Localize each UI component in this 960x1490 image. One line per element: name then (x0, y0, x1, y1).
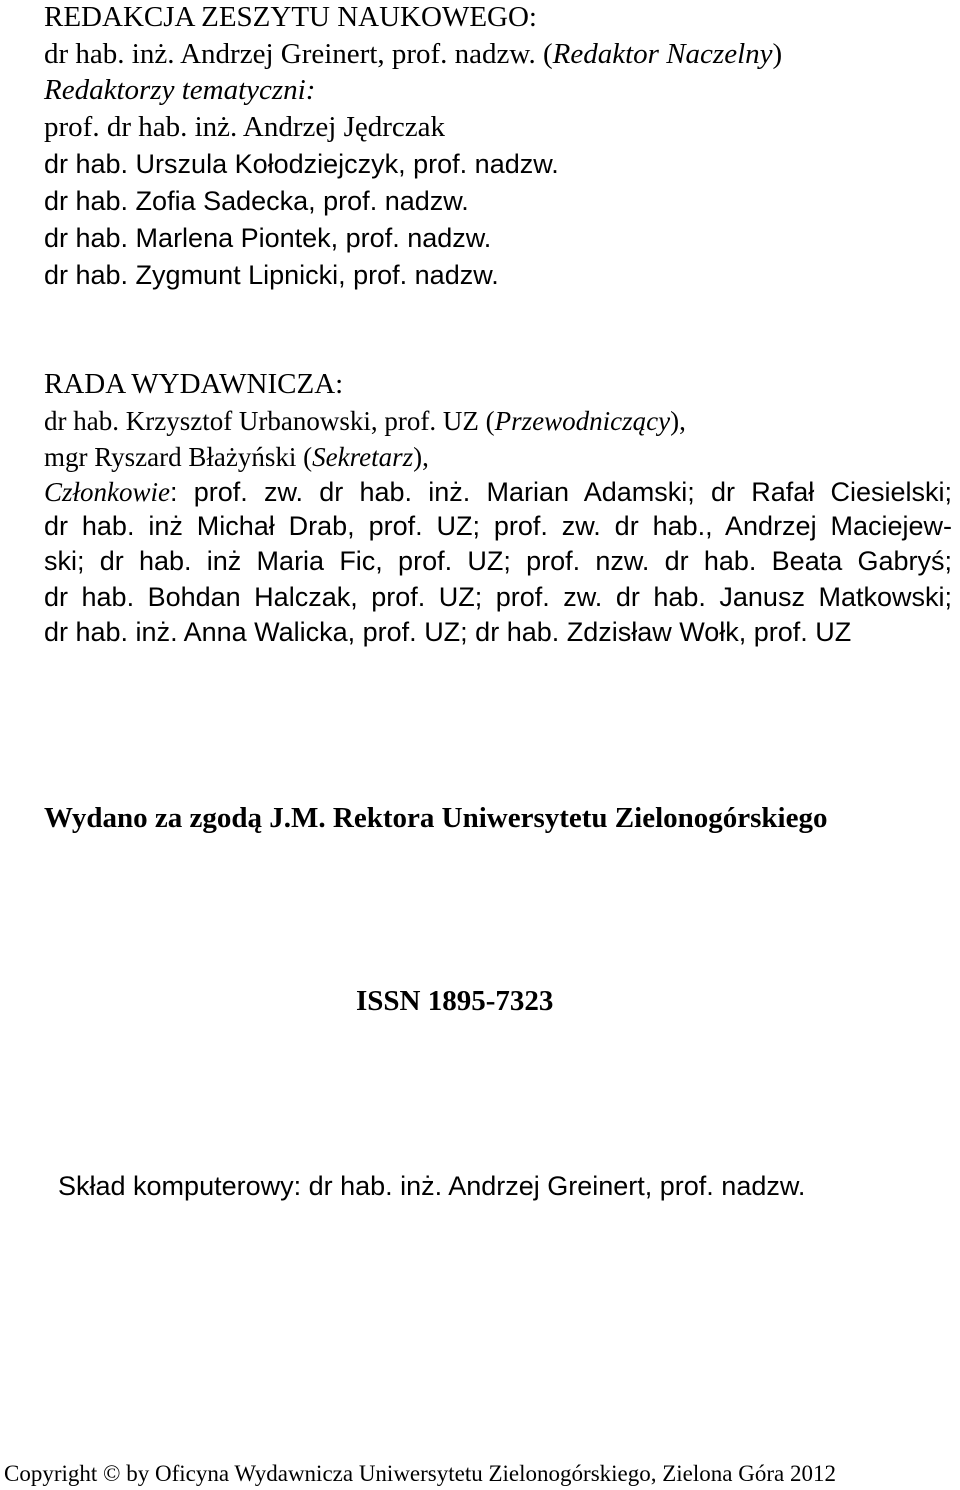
council-secretary-role: Sekretarz (312, 442, 414, 472)
editor-in-chief-role: Redaktor Naczelny (552, 38, 773, 70)
council-secretary-close: ), (413, 442, 429, 472)
council-secretary-name: mgr Ryszard Błażyński ( (44, 442, 313, 472)
thematic-editor: dr hab. Urszula Kołodziejczyk, prof. nadzw. (44, 149, 559, 179)
copyright-notice: Copyright © by Oficyna Wydawnicza Uniwersytetu Zielonogórskiego, Zielona Góra 2012 (4, 1461, 836, 1486)
thematic-editor: prof. dr hab. inż. Andrzej Jędrczak (44, 111, 446, 143)
council-members-text: : prof. zw. dr hab. inż. Marian Adamski; dr Rafał Ciesielski; (170, 477, 952, 507)
issn: ISSN 1895-7323 (356, 985, 554, 1017)
council-secretary (44, 444, 429, 471)
council-members-line: dr hab. inż Michał Drab, prof. UZ; prof. zw. dr hab., Andrzej Maciejew- (44, 511, 952, 541)
thematic-editors-label-text: Redaktorzy tematyczni: (44, 74, 316, 106)
editor-in-chief (44, 40, 782, 69)
typesetting-credit: Skład komputerowy: dr hab. inż. Andrzej Greinert, prof. nadzw. (58, 1171, 806, 1201)
council-members-line (44, 479, 952, 506)
council-chair-role: Przewodniczący (494, 406, 671, 436)
editorial-heading: REDAKCJA ZESZYTU NAUKOWEGO: (44, 1, 537, 33)
editor-in-chief-name: dr hab. inż. Andrzej Greinert, prof. nadzw. ( (44, 38, 553, 70)
thematic-editor: dr hab. Zofia Sadecka, prof. nadzw. (44, 186, 469, 216)
council-members-label: Członkowie (44, 477, 170, 507)
council-members-line: ski; dr hab. inż Maria Fic, prof. UZ; prof. nzw. dr hab. Beata Gabryś; (44, 546, 952, 576)
council-chair-close: ), (670, 406, 686, 436)
council-members-line: dr hab. Bohdan Halczak, prof. UZ; prof. zw. dr hab. Janusz Matkowski; (44, 582, 952, 612)
editor-in-chief-close: ) (772, 38, 783, 70)
council-chair (44, 408, 686, 435)
council-members-line: dr hab. inż. Anna Walicka, prof. UZ; dr hab. Zdzisław Wołk, prof. UZ (44, 617, 852, 647)
thematic-editor: dr hab. Marlena Piontek, prof. nadzw. (44, 223, 492, 253)
thematic-editors-label (44, 76, 315, 105)
rector-approval: Wydano za zgodą J.M. Rektora Uniwersytetu Zielonogórskiego (44, 802, 828, 834)
thematic-editor: dr hab. Zygmunt Lipnicki, prof. nadzw. (44, 260, 499, 290)
council-heading: RADA WYDAWNICZA: (44, 368, 344, 400)
council-chair-name: dr hab. Krzysztof Urbanowski, prof. UZ ( (44, 406, 495, 436)
